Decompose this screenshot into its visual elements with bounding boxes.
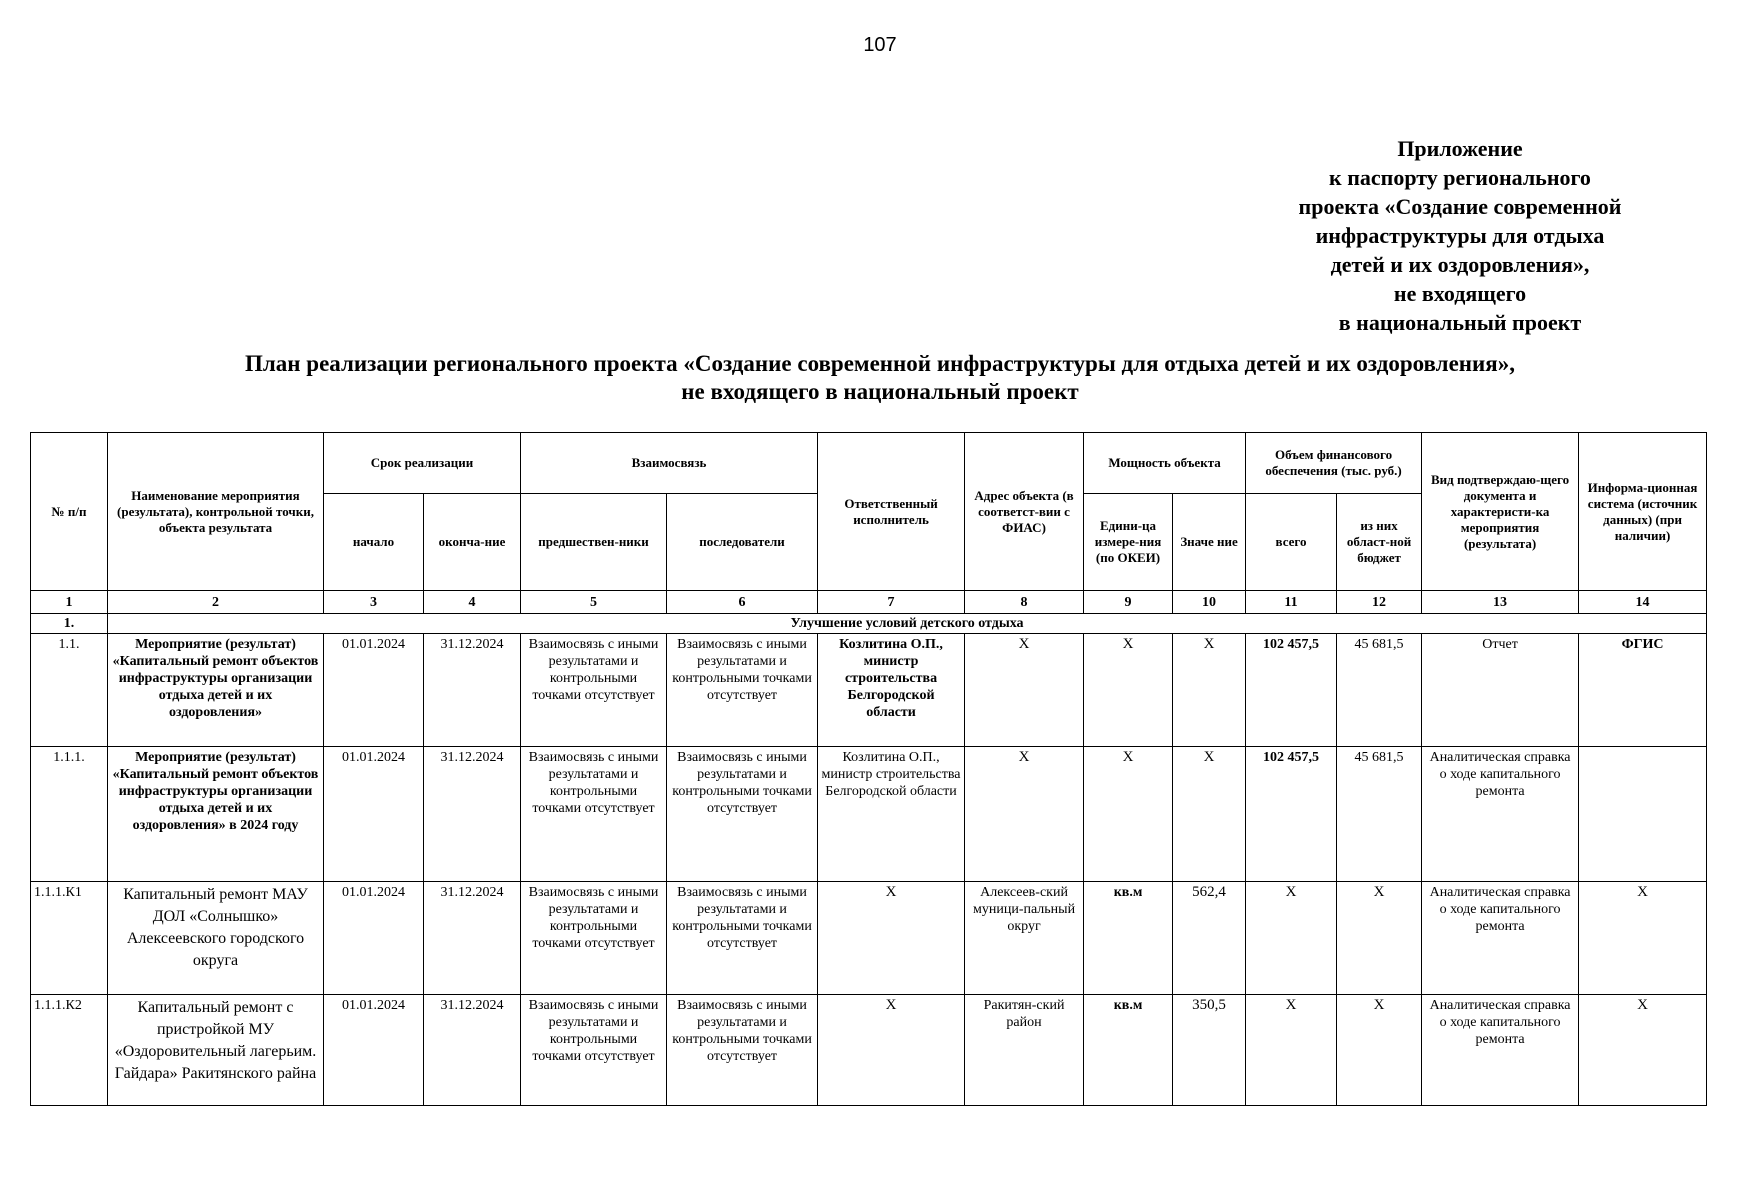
row-responsible: Х bbox=[818, 995, 965, 1106]
appendix-line: к паспорту регионального bbox=[1329, 165, 1591, 190]
row-regional: 45 681,5 bbox=[1337, 747, 1422, 882]
header-predecessors: предшествен-ники bbox=[521, 494, 667, 591]
implementation-plan-table bbox=[30, 432, 1707, 1106]
row-num: 1.1.1.К1 bbox=[31, 882, 108, 995]
appendix-line: не входящего bbox=[1393, 281, 1527, 306]
row-regional: Х bbox=[1337, 882, 1422, 995]
row-start: 01.01.2024 bbox=[324, 882, 424, 995]
page-number: 107 bbox=[863, 34, 897, 56]
header-num: № п/п bbox=[31, 433, 108, 591]
appendix-line: в национальный проект bbox=[1338, 310, 1582, 335]
row-document: Отчет bbox=[1422, 634, 1579, 747]
row-document: Аналитическая справка о ходе капитального ремонта bbox=[1422, 995, 1579, 1106]
column-number: 9 bbox=[1084, 591, 1173, 614]
header-row bbox=[31, 433, 1707, 494]
row-responsible: Козлитина О.П., министр строительства Белгородской области bbox=[818, 634, 965, 747]
column-number: 6 bbox=[667, 591, 818, 614]
row-value: 562,4 bbox=[1173, 882, 1246, 995]
row-info-system: Х bbox=[1579, 995, 1707, 1106]
row-total: 102 457,5 bbox=[1246, 747, 1337, 882]
row-total: Х bbox=[1246, 995, 1337, 1106]
row-total: Х bbox=[1246, 882, 1337, 995]
row-unit: Х bbox=[1084, 747, 1173, 882]
row-predecessors: Взаимосвязь с иными результатами и контрольными точками отсутствует bbox=[521, 882, 667, 995]
table-row bbox=[31, 634, 1707, 747]
row-predecessors: Взаимосвязь с иными результатами и контрольными точками отсутствует bbox=[521, 634, 667, 747]
plan-title bbox=[0, 350, 1760, 406]
row-document: Аналитическая справка о ходе капитального ремонта bbox=[1422, 882, 1579, 995]
header-name: Наименование мероприятия (результата), контрольной точки, объекта результата bbox=[108, 433, 324, 591]
row-successors: Взаимосвязь с иными результатами и контрольными точками отсутствует bbox=[667, 634, 818, 747]
row-num: 1.1. bbox=[31, 634, 108, 747]
header-start: начало bbox=[324, 494, 424, 591]
column-number: 13 bbox=[1422, 591, 1579, 614]
header-responsible: Ответственный исполнитель bbox=[818, 433, 965, 591]
row-address: Алексеев-ский муници-пальный округ bbox=[965, 882, 1084, 995]
column-number: 7 bbox=[818, 591, 965, 614]
row-successors: Взаимосвязь с иными результатами и контрольными точками отсутствует bbox=[667, 747, 818, 882]
row-regional: 45 681,5 bbox=[1337, 634, 1422, 747]
appendix-line: проекта «Создание современной bbox=[1298, 194, 1622, 219]
row-start: 01.01.2024 bbox=[324, 747, 424, 882]
row-start: 01.01.2024 bbox=[324, 634, 424, 747]
column-number: 12 bbox=[1337, 591, 1422, 614]
column-number-row bbox=[31, 591, 1707, 614]
row-end: 31.12.2024 bbox=[424, 634, 521, 747]
row-predecessors: Взаимосвязь с иными результатами и контрольными точками отсутствует bbox=[521, 995, 667, 1106]
row-num: 1.1.1. bbox=[31, 747, 108, 882]
header-total: всего bbox=[1246, 494, 1337, 591]
header-value: Значе ние bbox=[1173, 494, 1246, 591]
column-number: 4 bbox=[424, 591, 521, 614]
row-info-system: ФГИС bbox=[1579, 634, 1707, 747]
appendix-line: Приложение bbox=[1397, 136, 1523, 161]
row-successors: Взаимосвязь с иными результатами и контрольными точками отсутствует bbox=[667, 882, 818, 995]
row-unit: кв.м bbox=[1084, 882, 1173, 995]
header-finance: Объем финансового обеспечения (тыс. руб.) bbox=[1246, 433, 1422, 494]
header-regional: из них област-ной бюджет bbox=[1337, 494, 1422, 591]
column-number: 10 bbox=[1173, 591, 1246, 614]
header-capacity: Мощность объекта bbox=[1084, 433, 1246, 494]
section-num: 1. bbox=[31, 614, 108, 634]
row-end: 31.12.2024 bbox=[424, 747, 521, 882]
table-row bbox=[31, 995, 1707, 1106]
column-number: 2 bbox=[108, 591, 324, 614]
row-address: Ракитян-ский район bbox=[965, 995, 1084, 1106]
row-value: 350,5 bbox=[1173, 995, 1246, 1106]
row-value: Х bbox=[1173, 747, 1246, 882]
column-number: 11 bbox=[1246, 591, 1337, 614]
row-unit: Х bbox=[1084, 634, 1173, 747]
header-address: Адрес объекта (в соответст-вии с ФИАС) bbox=[965, 433, 1084, 591]
row-name: Капитальный ремонт с пристройкой МУ «Оздоровительный лагерьим. Гайдара» Ракитянского райна bbox=[108, 995, 324, 1106]
table-row bbox=[31, 747, 1707, 882]
section-title: Улучшение условий детского отдыха bbox=[108, 614, 1707, 634]
appendix-heading bbox=[1230, 134, 1690, 337]
row-end: 31.12.2024 bbox=[424, 882, 521, 995]
row-info-system: Х bbox=[1579, 882, 1707, 995]
row-value: Х bbox=[1173, 634, 1246, 747]
row-name: Мероприятие (результат) «Капитальный ремонт объектов инфраструктуры организации отдыха детей и их оздоровления» bbox=[108, 634, 324, 747]
row-regional: Х bbox=[1337, 995, 1422, 1106]
row-successors: Взаимосвязь с иными результатами и контрольными точками отсутствует bbox=[667, 995, 818, 1106]
section-row bbox=[31, 614, 1707, 634]
column-number: 8 bbox=[965, 591, 1084, 614]
column-number: 1 bbox=[31, 591, 108, 614]
row-num: 1.1.1.К2 bbox=[31, 995, 108, 1106]
header-document: Вид подтверждаю-щего документа и характеристи-ка мероприятия (результата) bbox=[1422, 433, 1579, 591]
row-end: 31.12.2024 bbox=[424, 995, 521, 1106]
plan-title-line: План реализации регионального проекта «Создание современной инфраструктуры для отдыха детей и их оздоровления», bbox=[245, 351, 1515, 376]
row-name: Мероприятие (результат) «Капитальный ремонт объектов инфраструктуры организации отдыха детей и их оздоровления» в 2024 году bbox=[108, 747, 324, 882]
header-period: Срок реализации bbox=[324, 433, 521, 494]
header-end: оконча-ние bbox=[424, 494, 521, 591]
row-responsible: Х bbox=[818, 882, 965, 995]
header-relation: Взаимосвязь bbox=[521, 433, 818, 494]
row-start: 01.01.2024 bbox=[324, 995, 424, 1106]
row-total: 102 457,5 bbox=[1246, 634, 1337, 747]
appendix-line: детей и их оздоровления», bbox=[1330, 252, 1590, 277]
row-document: Аналитическая справка о ходе капитального ремонта bbox=[1422, 747, 1579, 882]
row-unit: кв.м bbox=[1084, 995, 1173, 1106]
row-name: Капитальный ремонт МАУ ДОЛ «Солнышко» Алексеевского городского округа bbox=[108, 882, 324, 995]
row-address: Х bbox=[965, 747, 1084, 882]
row-responsible: Козлитина О.П., министр строительства Белгородской области bbox=[818, 747, 965, 882]
column-number: 5 bbox=[521, 591, 667, 614]
table-row bbox=[31, 882, 1707, 995]
header-info-system: Информа-ционная система (источник данных) (при наличии) bbox=[1579, 433, 1707, 591]
row-address: Х bbox=[965, 634, 1084, 747]
plan-title-line: не входящего в национальный проект bbox=[681, 379, 1079, 404]
appendix-line: инфраструктуры для отдыха bbox=[1315, 223, 1605, 248]
row-predecessors: Взаимосвязь с иными результатами и контрольными точками отсутствует bbox=[521, 747, 667, 882]
header-successors: последователи bbox=[667, 494, 818, 591]
column-number: 3 bbox=[324, 591, 424, 614]
header-unit: Едини-ца измере-ния (по ОКЕИ) bbox=[1084, 494, 1173, 591]
column-number: 14 bbox=[1579, 591, 1707, 614]
row-info-system bbox=[1579, 747, 1707, 882]
